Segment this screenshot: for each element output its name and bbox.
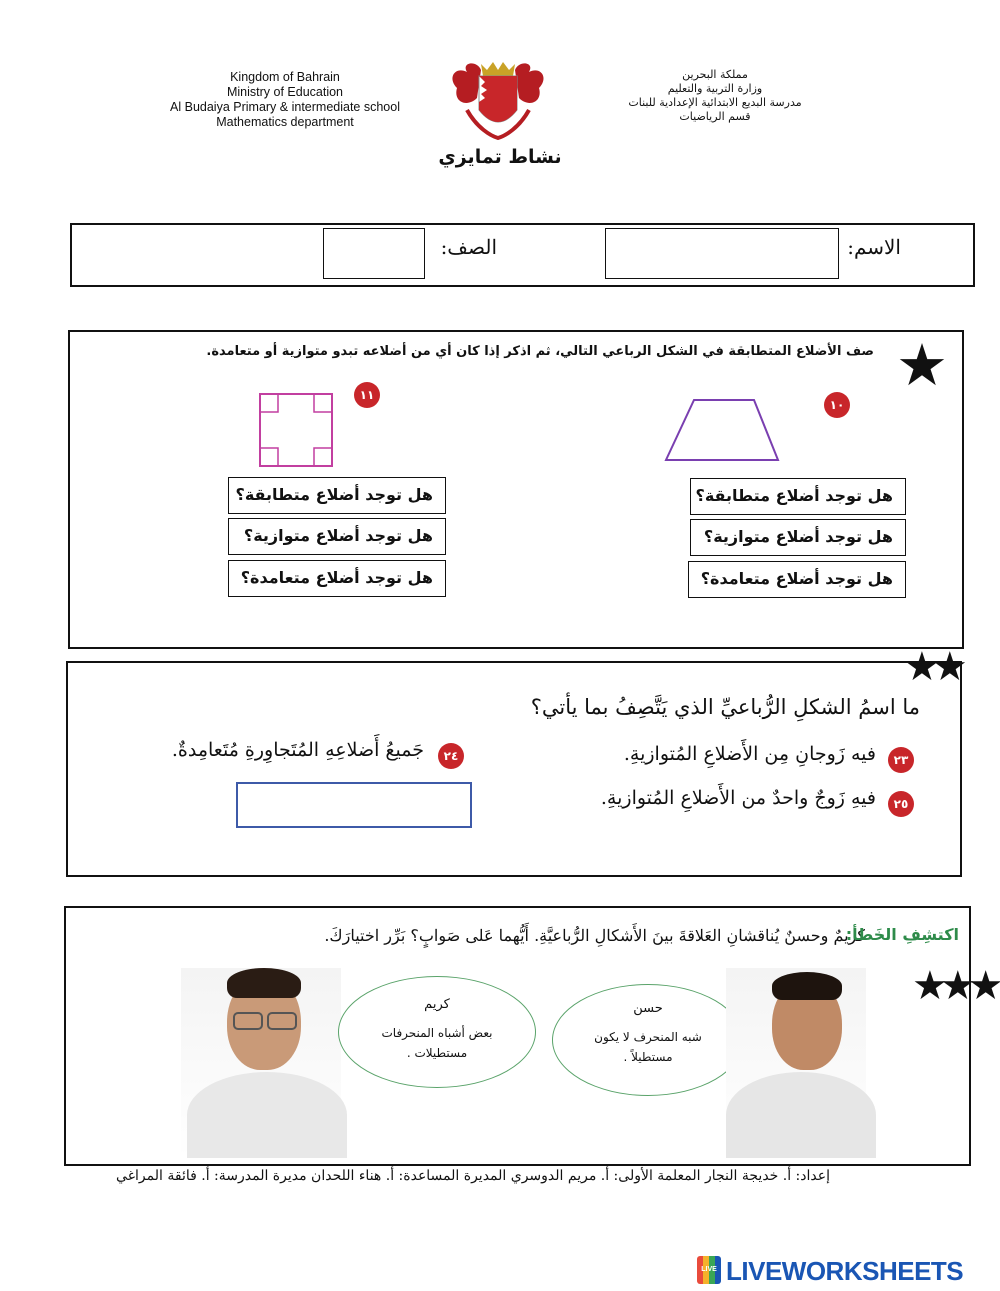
- q3-label: اكتشِفِ الخَطأ:: [845, 925, 959, 944]
- karim-hair: [227, 968, 301, 998]
- three-stars-icon: [912, 963, 996, 1044]
- hassan-name: حسن: [633, 1001, 663, 1016]
- liveworksheets-logo-icon: LIVE: [697, 1256, 721, 1284]
- name-label: الاسم:: [847, 235, 901, 259]
- q23-number: ٢٣: [888, 747, 914, 773]
- karim-name: كريم: [424, 997, 450, 1012]
- english-line-4: Mathematics department: [216, 115, 354, 129]
- shape-10-number: ١٠: [824, 392, 850, 418]
- question-1-panel: [68, 330, 964, 649]
- q11-perpendicular-question[interactable]: هل توجد أضلاع متعامدة؟: [228, 560, 446, 597]
- hassan-statement: شبه المنحرف لا يكون مستطيلاً .: [594, 1030, 702, 1064]
- q3-text: كريمٌ وحسنٌ يُناقشانِ العَلاقةَ بينَ الأَشكالِ الرُّباعيَّةِ. أَيُّهما عَلى صَوابٍ؟ بَرِّر اختيارَكَ.: [324, 926, 865, 945]
- name-input[interactable]: [605, 228, 839, 279]
- q10-congruent-question[interactable]: هل توجد أضلاع متطابقة؟: [690, 478, 906, 515]
- hassan-shirt: [726, 1072, 876, 1158]
- footer-credits: إعداد: أ. خديجة النجار المعلمة الأولى: أ. مريم الدوسري المديرة المساعدة: أ. هناء اللحدان مديرة المدرسة: أ. فائقة المراغي: [116, 1168, 830, 1184]
- q1-instruction: صف الأضلاع المتطابقة في الشكل الرباعي التالي، ثم اذكر إذا كان أي من أضلاعه تبدو متوازية أو متعامدة.: [206, 344, 874, 359]
- arabic-line-3: مدرسة البديع الابتدائية الإعدادية للبنات: [628, 96, 802, 109]
- trapezoid-shape: [662, 396, 782, 466]
- karim-statement: بعض أشباه المنحرفات مستطيلات .: [381, 1026, 493, 1060]
- q25-number: ٢٥: [888, 791, 914, 817]
- bahrain-crest-icon: [447, 58, 549, 140]
- q25-text: فيهِ زَوجٌ واحدٌ من الأَضلاعِ المُتوازيةِ.: [600, 787, 876, 809]
- q10-perpendicular-question[interactable]: هل توجد أضلاع متعامدة؟: [688, 561, 906, 598]
- page-title: نشاط تمايزي: [438, 146, 562, 168]
- karim-photo: [181, 968, 341, 1158]
- glasses-right: [267, 1012, 297, 1030]
- arabic-header: [600, 68, 830, 124]
- arabic-line-2: وزارة التربية والتعليم: [667, 82, 763, 95]
- student-info-row: [70, 223, 975, 287]
- glasses-left: [233, 1012, 263, 1030]
- hassan-speech-bubble: [552, 984, 744, 1096]
- arabic-line-1: مملكة البحرين: [682, 68, 748, 81]
- english-header: [120, 70, 450, 130]
- english-line-1: Kingdom of Bahrain: [230, 70, 340, 84]
- question-3-panel: [64, 906, 971, 1166]
- hassan-photo: [726, 968, 866, 1158]
- class-label: الصف:: [440, 235, 497, 259]
- karim-shirt: [187, 1072, 347, 1158]
- english-line-2: Ministry of Education: [226, 85, 344, 99]
- q24-number: ٢٤: [438, 743, 464, 769]
- arabic-line-4: قسم الرياضيات: [679, 110, 751, 123]
- two-stars-icon: ★★: [904, 644, 960, 690]
- square-shape: [256, 390, 336, 470]
- q24-text: جَميعُ أَضلاعِهِ المُتَجاوِرةِ مُتَعامِدةٌ.: [171, 739, 424, 761]
- english-line-3: Al Budaiya Primary & intermediate school: [170, 100, 400, 114]
- star-icon: ★: [896, 331, 948, 399]
- q2-heading: ما اسمُ الشكلِ الرُّباعيِّ الذي يَتَّصِفُ بما يأتي؟: [530, 695, 920, 719]
- karim-speech-bubble: [338, 976, 536, 1088]
- shape-11-number: ١١: [354, 382, 380, 408]
- class-input[interactable]: [323, 228, 425, 279]
- q23-text: فيه زَوجانِ مِن الأَضلاعِ المُتوازيةِ.: [623, 743, 876, 765]
- q11-parallel-question[interactable]: هل توجد أضلاع متوازية؟: [228, 518, 446, 555]
- q11-congruent-question[interactable]: هل توجد أضلاع متطابقة؟: [228, 477, 446, 514]
- q24-answer-input[interactable]: [236, 782, 472, 828]
- question-2-panel: [66, 661, 962, 877]
- q10-parallel-question[interactable]: هل توجد أضلاع متوازية؟: [690, 519, 906, 556]
- hassan-hair: [772, 972, 842, 1000]
- three-stars-glyphs: ★★★: [912, 963, 996, 1009]
- liveworksheets-brand[interactable]: LIVEWORKSHEETS: [726, 1256, 964, 1286]
